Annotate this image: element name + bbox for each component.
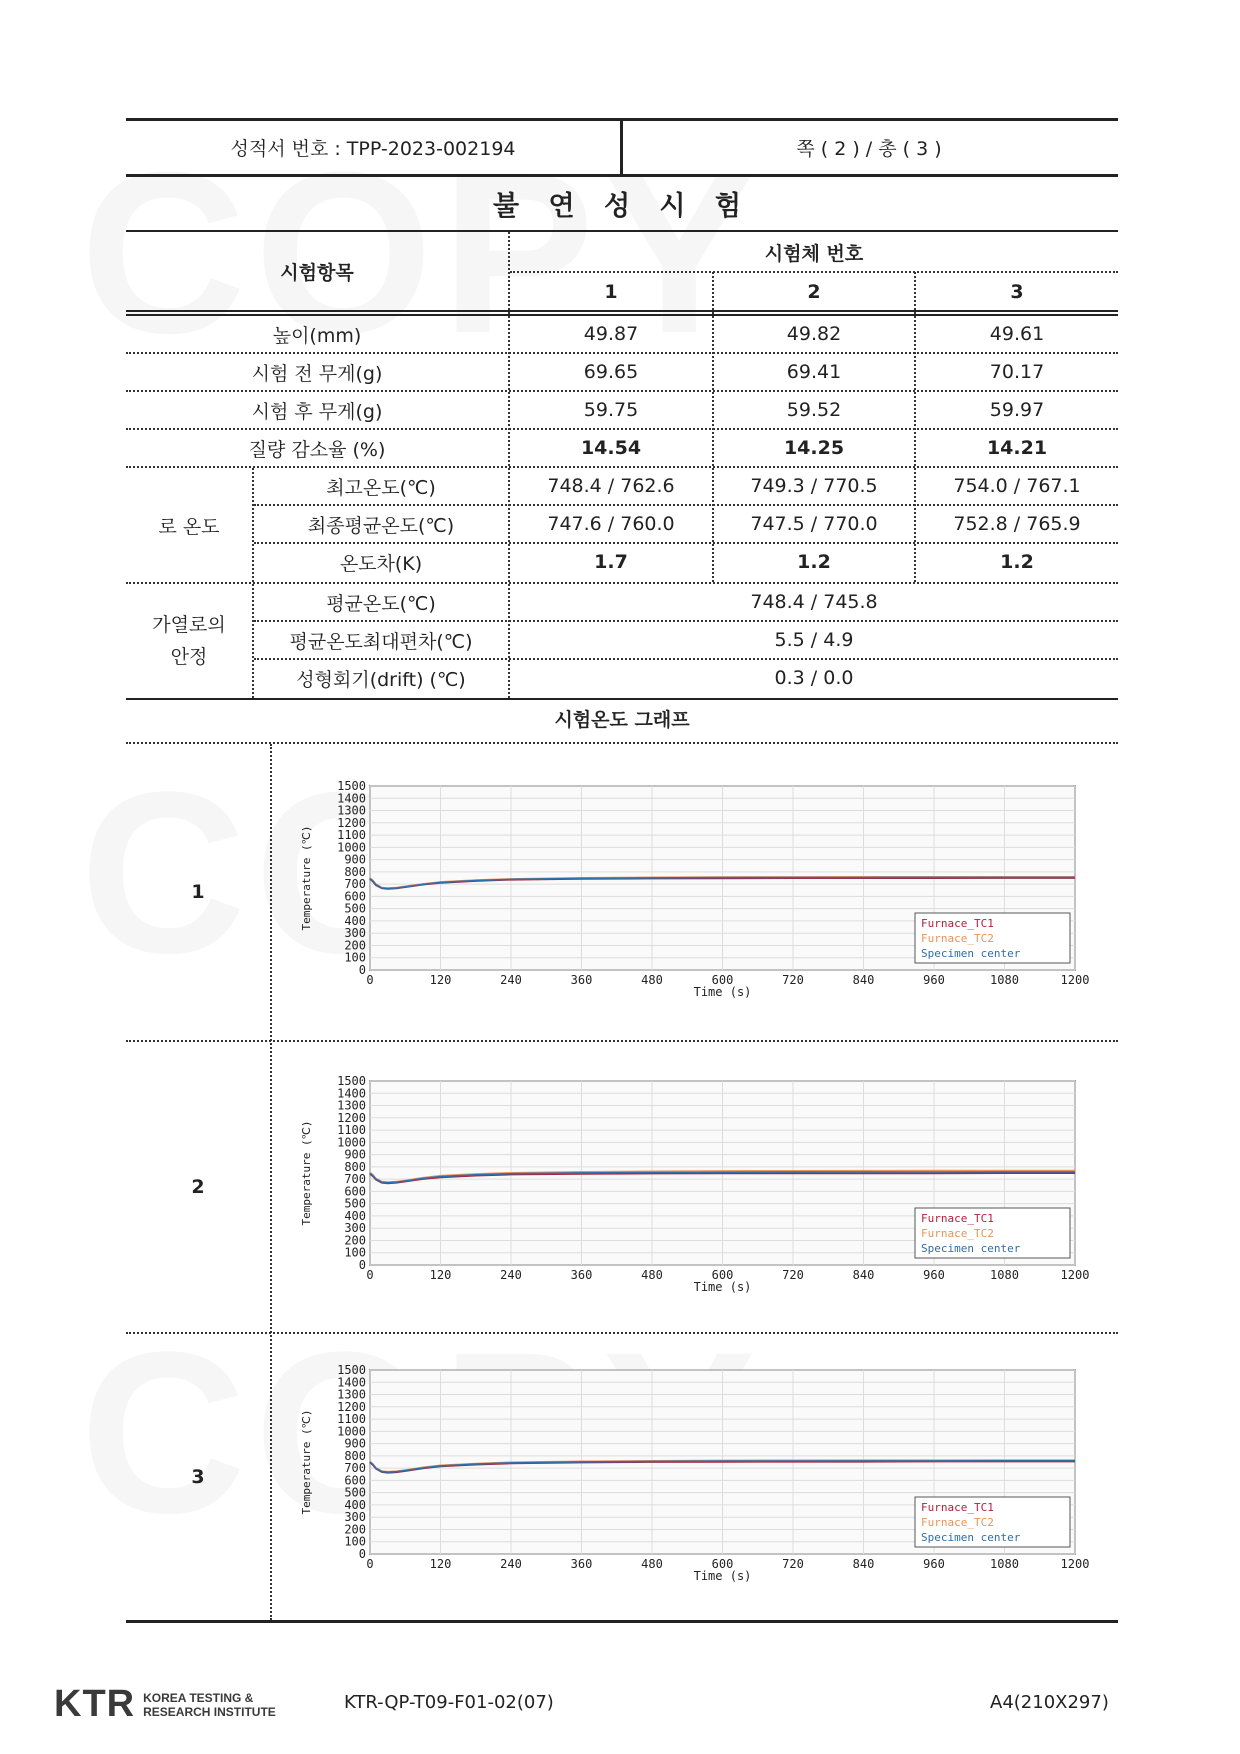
legend-entry: Furnace_TC1 bbox=[921, 1212, 994, 1225]
y-tick-label: 200 bbox=[344, 1233, 366, 1248]
specimen-col-3: 3 bbox=[1010, 281, 1024, 303]
y-tick-label: 800 bbox=[344, 864, 366, 879]
logo-line1: KOREA TESTING & bbox=[143, 1690, 254, 1705]
graph-row-rule bbox=[126, 1332, 1118, 1334]
report-number: 성적서 번호 : TPP-2023-002194 bbox=[230, 137, 516, 160]
x-tick-label: 360 bbox=[570, 1268, 593, 1282]
y-tick-label: 1400 bbox=[337, 791, 366, 806]
y-axis-label: Temperature (℃) bbox=[300, 825, 313, 931]
y-tick-label: 1500 bbox=[337, 780, 366, 793]
row-value: 747.5 / 770.0 bbox=[750, 513, 878, 535]
page-indicator: 쪽 ( 2 ) / 총 ( 3 ) bbox=[796, 137, 942, 160]
x-tick-label: 720 bbox=[782, 1557, 804, 1571]
x-tick-label: 960 bbox=[923, 1557, 945, 1571]
row-value: 69.65 bbox=[583, 361, 639, 383]
chart-svg bbox=[290, 1364, 1090, 1592]
row-label-max-temp: 최고온도(℃) bbox=[326, 476, 436, 499]
row-value: 14.54 bbox=[580, 437, 642, 459]
x-tick-label: 1200 bbox=[1060, 1557, 1090, 1571]
row-label-weight-before: 시험 전 무게(g) bbox=[251, 362, 383, 385]
row-value: 748.4 / 762.6 bbox=[547, 475, 675, 497]
header-bottom-rule bbox=[126, 174, 1118, 177]
row-value: 70.17 bbox=[989, 361, 1045, 383]
y-tick-label: 1000 bbox=[337, 840, 366, 855]
row-value: 49.87 bbox=[583, 323, 639, 345]
x-tick-label: 840 bbox=[852, 973, 875, 987]
temperature-chart bbox=[290, 1364, 1090, 1592]
y-tick-label: 0 bbox=[358, 1258, 366, 1272]
x-tick-label: 480 bbox=[641, 973, 663, 987]
y-tick-label: 1500 bbox=[337, 1075, 366, 1088]
row-label-height: 높이(mm) bbox=[272, 324, 362, 347]
row-label-final-avg-temp: 최종평균온도(℃) bbox=[307, 514, 455, 537]
logo-line2: RESEARCH INSTITUTE bbox=[143, 1704, 276, 1719]
graph-bottom-rule bbox=[126, 1620, 1118, 1623]
legend-entry: Furnace_TC2 bbox=[921, 1516, 994, 1529]
x-tick-label: 240 bbox=[500, 973, 522, 987]
y-tick-label: 800 bbox=[344, 1448, 366, 1463]
row-value: 14.21 bbox=[986, 437, 1048, 459]
x-tick-label: 360 bbox=[570, 1557, 593, 1571]
x-axis-label: Time (s) bbox=[693, 1569, 752, 1583]
row-value: 59.75 bbox=[583, 399, 639, 421]
x-tick-label: 720 bbox=[782, 1268, 804, 1282]
x-tick-label: 120 bbox=[429, 1268, 452, 1282]
row-value: 14.25 bbox=[783, 437, 845, 459]
y-tick-label: 700 bbox=[344, 1172, 366, 1187]
x-axis-label: Time (s) bbox=[693, 985, 752, 999]
y-tick-label: 900 bbox=[344, 1147, 366, 1162]
x-tick-label: 720 bbox=[782, 973, 804, 987]
row-label-weight-after: 시험 후 무게(g) bbox=[251, 400, 383, 423]
legend-entry: Furnace_TC2 bbox=[921, 1227, 994, 1240]
x-tick-label: 120 bbox=[429, 973, 452, 987]
y-tick-label: 600 bbox=[344, 889, 366, 904]
y-tick-label: 1300 bbox=[337, 803, 366, 818]
y-tick-label: 0 bbox=[358, 1547, 366, 1561]
furnace-group-label: 로 온도 bbox=[158, 515, 220, 538]
row-value: 749.3 / 770.5 bbox=[750, 475, 878, 497]
x-tick-label: 0 bbox=[366, 1557, 374, 1571]
row-value: 69.41 bbox=[786, 361, 842, 383]
y-tick-label: 0 bbox=[358, 963, 366, 977]
row-value: 49.61 bbox=[989, 323, 1045, 345]
specimen-col-1: 1 bbox=[604, 281, 618, 303]
row-value: 59.52 bbox=[786, 399, 842, 421]
row-value: 1.2 bbox=[797, 551, 831, 573]
y-tick-label: 1000 bbox=[337, 1135, 366, 1150]
x-tick-label: 1200 bbox=[1060, 973, 1090, 987]
x-tick-label: 840 bbox=[852, 1268, 875, 1282]
y-tick-label: 500 bbox=[344, 901, 366, 916]
row-label-mass-loss: 질량 감소율 (%) bbox=[248, 438, 386, 461]
stability-group-label bbox=[126, 584, 252, 698]
item-header: 시험항목 bbox=[280, 261, 354, 284]
x-tick-label: 840 bbox=[852, 1557, 875, 1571]
page-title: 불 연 성 시 험 bbox=[492, 190, 751, 222]
y-tick-label: 600 bbox=[344, 1184, 366, 1199]
header-subrule bbox=[510, 271, 1118, 273]
legend-entry: Specimen center bbox=[921, 947, 1021, 960]
y-tick-label: 100 bbox=[344, 1245, 366, 1260]
y-tick-label: 300 bbox=[344, 1221, 366, 1236]
row-value: 1.7 bbox=[594, 551, 628, 573]
x-tick-label: 960 bbox=[923, 973, 945, 987]
y-tick-label: 900 bbox=[344, 1436, 366, 1451]
stability-label-line1: 가열로의 bbox=[152, 614, 226, 636]
row-label-avg-temp: 평균온도(℃) bbox=[326, 592, 436, 615]
row-merged-value: 0.3 / 0.0 bbox=[774, 667, 854, 689]
legend-entry: Furnace_TC2 bbox=[921, 932, 994, 945]
y-tick-label: 400 bbox=[344, 1208, 366, 1223]
y-tick-label: 400 bbox=[344, 1497, 366, 1512]
y-tick-label: 1100 bbox=[337, 828, 366, 843]
y-tick-label: 200 bbox=[344, 938, 366, 953]
graph-col-divider bbox=[270, 744, 272, 1620]
row-value: 59.97 bbox=[989, 399, 1045, 421]
y-tick-label: 1500 bbox=[337, 1364, 366, 1377]
legend-entry: Furnace_TC1 bbox=[921, 1501, 994, 1514]
specimen-header: 시험체 번호 bbox=[764, 242, 864, 265]
y-tick-label: 1000 bbox=[337, 1424, 366, 1439]
row-merged-value: 748.4 / 745.8 bbox=[750, 591, 878, 613]
y-axis-label: Temperature (℃) bbox=[300, 1409, 313, 1515]
y-tick-label: 300 bbox=[344, 926, 366, 941]
row-merged-value: 5.5 / 4.9 bbox=[774, 629, 854, 651]
y-tick-label: 1100 bbox=[337, 1412, 366, 1427]
y-tick-label: 400 bbox=[344, 913, 366, 928]
x-axis-label: Time (s) bbox=[693, 1280, 752, 1294]
ktr-logo-mark: KTR bbox=[54, 1683, 136, 1725]
y-tick-label: 1400 bbox=[337, 1375, 366, 1390]
row-label-temp-diff: 온도차(K) bbox=[339, 552, 423, 575]
x-tick-label: 960 bbox=[923, 1268, 945, 1282]
y-tick-label: 1200 bbox=[337, 815, 366, 830]
x-tick-label: 0 bbox=[366, 973, 374, 987]
row-value: 747.6 / 760.0 bbox=[547, 513, 675, 535]
y-tick-label: 1400 bbox=[337, 1086, 366, 1101]
y-tick-label: 1200 bbox=[337, 1399, 366, 1414]
specimen-col-2: 2 bbox=[807, 281, 821, 303]
x-tick-label: 240 bbox=[500, 1557, 522, 1571]
y-tick-label: 500 bbox=[344, 1196, 366, 1211]
graph-specimen-label: 3 bbox=[191, 1466, 205, 1488]
temperature-chart bbox=[290, 1075, 1090, 1303]
ktr-logo bbox=[54, 1683, 276, 1726]
x-tick-label: 480 bbox=[641, 1557, 663, 1571]
x-tick-label: 1080 bbox=[990, 1268, 1019, 1282]
y-tick-label: 900 bbox=[344, 852, 366, 867]
y-tick-label: 700 bbox=[344, 1461, 366, 1476]
y-tick-label: 500 bbox=[344, 1485, 366, 1500]
legend-entry: Specimen center bbox=[921, 1531, 1021, 1544]
document-code: KTR-QP-T09-F01-02(07) bbox=[344, 1692, 554, 1713]
x-tick-label: 480 bbox=[641, 1268, 663, 1282]
row-value: 49.82 bbox=[786, 323, 842, 345]
y-axis-label: Temperature (℃) bbox=[300, 1120, 313, 1226]
graph-section-rule bbox=[126, 742, 1118, 744]
graph-specimen-label: 1 bbox=[191, 881, 205, 903]
y-tick-label: 300 bbox=[344, 1510, 366, 1525]
y-tick-label: 1300 bbox=[337, 1387, 366, 1402]
x-tick-label: 600 bbox=[711, 1268, 734, 1282]
y-tick-label: 700 bbox=[344, 877, 366, 892]
row-value: 752.8 / 765.9 bbox=[953, 513, 1081, 535]
x-tick-label: 120 bbox=[429, 1557, 452, 1571]
legend-entry: Furnace_TC1 bbox=[921, 917, 994, 930]
row-label-drift: 성형회기(drift) (℃) bbox=[296, 668, 466, 691]
chart-svg bbox=[290, 1075, 1090, 1303]
x-tick-label: 240 bbox=[500, 1268, 522, 1282]
paper-size: A4(210X297) bbox=[990, 1692, 1109, 1713]
x-tick-label: 600 bbox=[711, 973, 734, 987]
stability-label-line2: 안정 bbox=[170, 646, 208, 668]
x-tick-label: 1200 bbox=[1060, 1268, 1090, 1282]
y-tick-label: 100 bbox=[344, 1534, 366, 1549]
y-tick-label: 1300 bbox=[337, 1098, 366, 1113]
y-tick-label: 1100 bbox=[337, 1123, 366, 1138]
x-tick-label: 600 bbox=[711, 1557, 734, 1571]
y-tick-label: 1200 bbox=[337, 1110, 366, 1125]
graph-specimen-label: 2 bbox=[191, 1176, 205, 1198]
x-tick-label: 360 bbox=[570, 973, 593, 987]
y-tick-label: 100 bbox=[344, 950, 366, 965]
row-value: 1.2 bbox=[1000, 551, 1034, 573]
row-value: 754.0 / 767.1 bbox=[953, 475, 1081, 497]
y-tick-label: 800 bbox=[344, 1159, 366, 1174]
x-tick-label: 1080 bbox=[990, 973, 1019, 987]
row-label-max-deviation: 평균온도최대편차(℃) bbox=[289, 630, 473, 653]
graph-section-title: 시험온도 그래프 bbox=[554, 708, 690, 731]
y-tick-label: 200 bbox=[344, 1522, 366, 1537]
legend-entry: Specimen center bbox=[921, 1242, 1021, 1255]
ktr-logo-caption bbox=[143, 1691, 276, 1719]
x-tick-label: 0 bbox=[366, 1268, 374, 1282]
chart-svg bbox=[290, 780, 1090, 1008]
temperature-chart bbox=[290, 780, 1090, 1008]
graph-row-rule bbox=[126, 1040, 1118, 1042]
x-tick-label: 1080 bbox=[990, 1557, 1019, 1571]
y-tick-label: 600 bbox=[344, 1473, 366, 1488]
table-header-rule bbox=[126, 310, 1118, 312]
